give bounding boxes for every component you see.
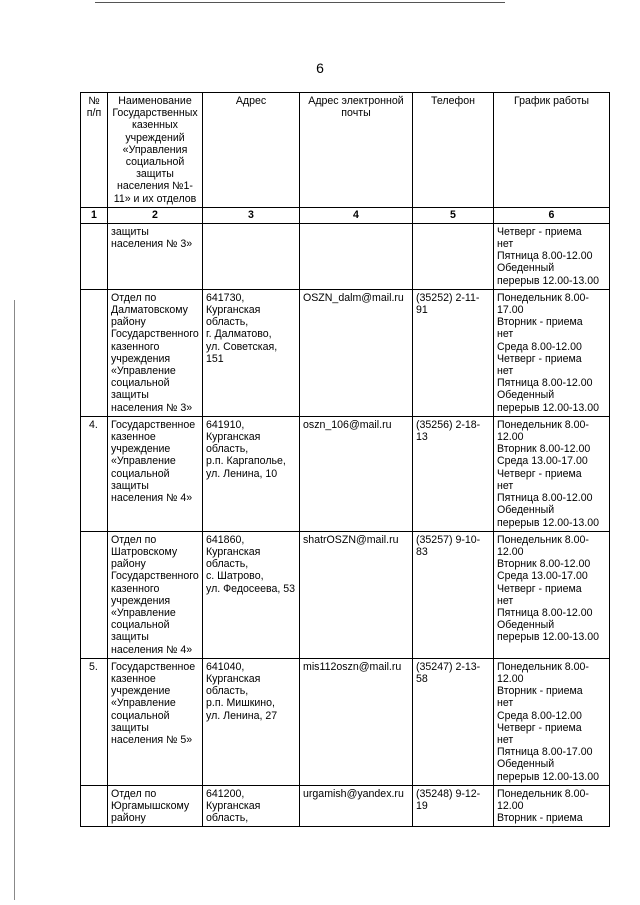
page-number: 6 [316,60,324,76]
cell-schedule: Понедельник 8.00- 12.00 Вторник 8.00-12.00 Среда 13.00-17.00 Четверг - приема нет Пятница 8.00-12.00 Обеденный перерыв 12.00-13.00 [494,531,610,658]
header-num: № п/п [81,93,108,208]
header-email: Адрес электронной почты [300,93,413,208]
cell-email: urgamish@yandex.ru [300,785,413,827]
cell-address: 641910, Курганская область, р.п. Каргаполье, ул. Ленина, 10 [203,416,300,531]
cell-schedule: Понедельник 8.00- 12.00 Вторник 8.00-12.00 Среда 13.00-17.00 Четверг - приема нет Пятница 8.00-12.00 Обеденный перерыв 12.00-13.00 [494,416,610,531]
cell-address [203,223,300,289]
cell-name: защиты населения № 3» [108,223,203,289]
column-number: 4 [300,207,413,223]
cell-phone: (35256) 2-18- 13 [413,416,494,531]
cell-num [81,223,108,289]
cell-schedule: Понедельник 8.00- 12.00 Вторник - приема [494,785,610,827]
cell-address: 641860, Курганская область, с. Шатрово, ул. Федосеева, 53 [203,531,300,658]
cell-num [81,289,108,416]
header-phone: Телефон [413,93,494,208]
cell-schedule: Понедельник 8.00- 17.00 Вторник - приема нет Среда 8.00-12.00 Четверг - приема нет Пятница 8.00-12.00 Обеденный перерыв 12.00-13.00 [494,289,610,416]
cell-num: 5. [81,658,108,785]
table-row [81,531,610,658]
table-row [81,658,610,785]
cell-schedule: Понедельник 8.00- 12.00 Вторник - приема нет Среда 8.00-12.00 Четверг - приема нет Пятница 8.00-17.00 Обеденный перерыв 12.00-13.00 [494,658,610,785]
cell-email: OSZN_dalm@mail.ru [300,289,413,416]
cell-email: shatrOSZN@mail.ru [300,531,413,658]
cell-address: 641730, Курганская область, г. Далматово, ул. Советская, 151 [203,289,300,416]
header-name: Наименование Государственных казенных учреждений «Управления социальной защиты населения №1- 11» и их отделов [108,93,203,208]
cell-email: oszn_106@mail.ru [300,416,413,531]
cell-address: 641200, Курганская область, [203,785,300,827]
cell-email [300,223,413,289]
cell-email: mis112oszn@mail.ru [300,658,413,785]
cell-address: 641040, Курганская область, р.п. Мишкино, ул. Ленина, 27 [203,658,300,785]
header-schedule: График работы [494,93,610,208]
column-number: 1 [81,207,108,223]
cell-phone: (35248) 9-12- 19 [413,785,494,827]
table-row [81,289,610,416]
cell-name: Отдел по Юргамышскому району [108,785,203,827]
header-address: Адрес [203,93,300,208]
top-edge-line [95,2,505,3]
column-number: 2 [108,207,203,223]
cell-phone [413,223,494,289]
cell-num: 4. [81,416,108,531]
cell-name: Отдел по Далматовскому району Государственного казенного учреждения «Управление социальной защиты населения № 3» [108,289,203,416]
table-row [81,416,610,531]
cell-num [81,785,108,827]
cell-name: Государственное казенное учреждение «Управление социальной защиты населения № 5» [108,658,203,785]
column-number-row [81,207,610,223]
left-edge-line [14,300,15,900]
column-number: 5 [413,207,494,223]
cell-phone: (35257) 9-10- 83 [413,531,494,658]
institutions-table [80,92,610,827]
column-number: 6 [494,207,610,223]
table-row [81,223,610,289]
cell-num [81,531,108,658]
cell-schedule: Четверг - приема нет Пятница 8.00-12.00 Обеденный перерыв 12.00-13.00 [494,223,610,289]
cell-name: Государственное казенное учреждение «Управление социальной защиты населения № 4» [108,416,203,531]
cell-name: Отдел по Шатровскому району Государственного казенного учреждения «Управление социальной защиты населения № 4» [108,531,203,658]
cell-phone: (35247) 2-13- 58 [413,658,494,785]
table-header-row [81,93,610,208]
cell-phone: (35252) 2-11-91 [413,289,494,416]
table-row [81,785,610,827]
column-number: 3 [203,207,300,223]
